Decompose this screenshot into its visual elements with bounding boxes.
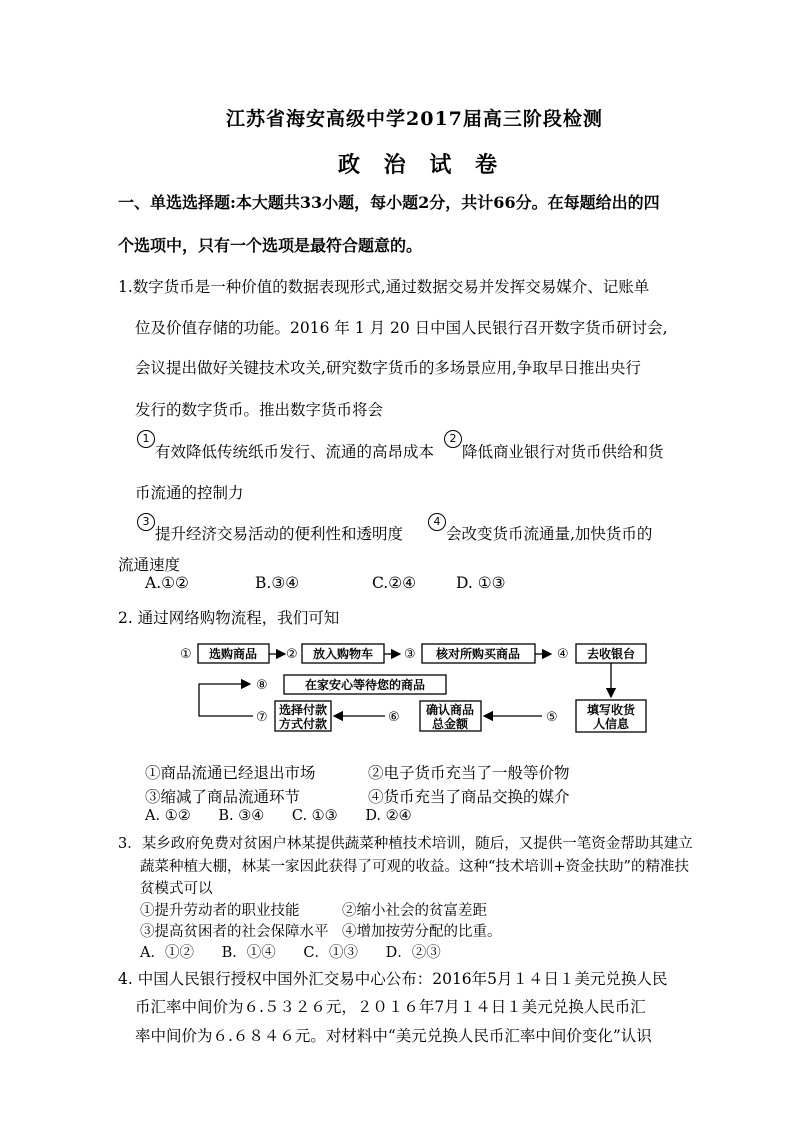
q2-choice1: ①商品流通已经退出市场 [145, 764, 316, 782]
q1-choice2-marker: 2 [444, 428, 462, 448]
flow-step1-label: 选购商品 [208, 647, 258, 661]
section-heading-line1: 一、单选选择题:本大题共33小题，每小题2分，共计66分。在每题给出的四 [118, 193, 660, 212]
flow-step4-number: ④ [557, 647, 569, 662]
flow-step3-number: ③ [404, 647, 416, 662]
q1-stem-line3: 会议提出做好关键技术攻关,研究数字货币的多场景应用,争取早日推出央行 [135, 359, 641, 377]
q2-choice2: ②电子货币充当了一般等价物 [368, 764, 570, 782]
q3-choice4: ④增加按劳分配的比重。 [342, 924, 502, 940]
exam-subtitle: 政 治 试 卷 [338, 152, 505, 178]
q1-choice4-text: 会改变货币流通量,加快货币的 [446, 525, 653, 543]
q1-choice4-text-cont: 流通速度 [118, 556, 181, 574]
q3-choice2: ②缩小社会的贫富差距 [342, 903, 487, 919]
flow-step7-label-2: 方式付款 [278, 717, 328, 731]
q4-stem-line1: 4. 中国人民银行授权中国外汇交易中心公布：2016年5月１４日１美元兑换人民 [118, 970, 668, 988]
q1-choice1-text: 有效降低传统纸币发行、流通的高昂成本 [155, 443, 435, 461]
q3-options: A．①② B．①④ C．①③ D．②③ [140, 945, 441, 961]
q2-choice3: ③缩减了商品流通环节 [145, 788, 301, 806]
q1-stem-line1: 1.数字货币是一种价值的数据表现形式,通过数据交易并发挥交易媒介、记账单 [118, 278, 650, 296]
q1-option-c: C.②④ [372, 574, 417, 592]
q1-choice3-marker: 3 [137, 511, 155, 531]
q2-options: A. ①② B. ③④ C. ①③ D. ②④ [145, 808, 412, 824]
q1-option-d: D. ①③ [456, 574, 506, 592]
flow-step5-label-2: 人信息 [592, 717, 630, 731]
q1-option-a: A.①② [145, 574, 189, 592]
q3-stem-line3: 贫模式可以 [140, 881, 213, 897]
q2-stem: 2. 通过网络购物流程，我们可知 [118, 609, 340, 627]
flow-step6-label-1: 确认商品 [425, 703, 475, 717]
q1-option-b: B.③④ [255, 574, 300, 592]
flow-step2-number: ② [286, 647, 298, 662]
flow-step5-label-1: 填写收货 [586, 703, 636, 717]
flow-step8-label: 在家安心等待您的商品 [304, 678, 426, 692]
q2-choice4: ④货币充当了商品交换的媒介 [368, 788, 570, 806]
flow-step5-number: ⑤ [546, 710, 558, 725]
q1-choice2-text-cont: 币流通的控制力 [135, 484, 244, 502]
flow-step4-label: 去收银台 [586, 647, 636, 661]
flow-step7-label-1: 选择付款 [278, 703, 328, 717]
flow-step3-label: 核对所购买商品 [435, 647, 521, 661]
flow-step2-label: 放入购物车 [312, 647, 374, 661]
q4-stem-line2: 币汇率中间价为６.５３２６元，２０１６年7月１４日１美元兑换人民币汇 [135, 998, 646, 1016]
q1-stem-line4: 发行的数字货币。推出数字货币将会 [135, 401, 384, 419]
q1-choice1-marker: 1 [137, 428, 155, 448]
q1-stem-line2: 位及价值存储的功能。2016 年 1 月 20 日中国人民银行召开数字货币研讨会, [135, 319, 668, 337]
q3-stem-line1: 3．某乡政府免费对贫困户林某提供蔬菜种植技术培训，随后，又提供一笔资金帮助其建立 [118, 836, 693, 852]
flow-arrow-7-8 [199, 684, 253, 716]
q4-stem-line3: 率中间价为６.６８４６元。对材料中“美元兑换人民币汇率中间价变化”认识 [135, 1027, 652, 1045]
q3-choice3: ③提高贫困者的社会保障水平 [140, 924, 329, 940]
flow-step6-number: ⑥ [388, 710, 400, 725]
flow-step7-number: ⑦ [256, 710, 268, 725]
q3-choice1: ①提升劳动者的职业技能 [140, 903, 300, 919]
q1-choice2-text: 降低商业银行对货币供给和货 [462, 443, 664, 461]
flow-step8-number: ⑧ [256, 678, 268, 693]
flow-step1-number: ① [180, 647, 192, 662]
flow-step6-label-2: 总金额 [431, 717, 469, 731]
q1-choice4-marker: 4 [428, 511, 446, 531]
q3-stem-line2: 蔬菜种植大棚，林某一家因此获得了可观的收益。这种“技术培训+资金扶助”的精准扶 [140, 859, 689, 875]
q1-choice3-text: 提升经济交易活动的便利性和透明度 [155, 525, 404, 543]
section-heading-line2: 个选项中，只有一个选项是最符合题意的。 [118, 236, 423, 255]
exam-title: 江苏省海安高级中学2017届高三阶段检测 [226, 108, 603, 130]
